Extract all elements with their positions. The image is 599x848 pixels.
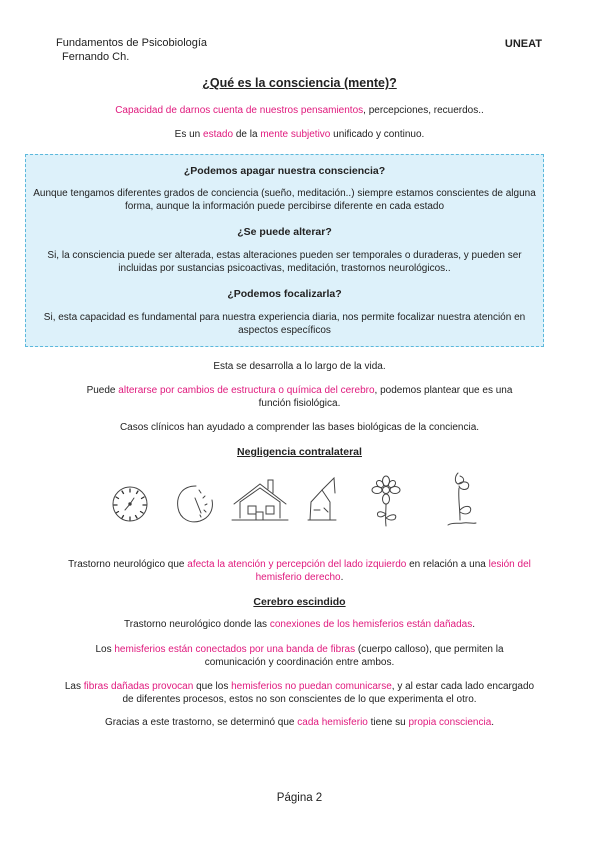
text-span: Gracias a este trastorno, se determinó que (104, 717, 298, 728)
text-span: . (340, 572, 344, 583)
text-span: Las (64, 681, 84, 692)
text-span: Trastorno neurológico que (68, 559, 188, 570)
text-span: (cuerpo calloso), que permiten la comunicación y coordinación entre ambos. (204, 644, 504, 668)
clock-copy-icon (113, 487, 147, 521)
split-paragraph-3 (60, 680, 539, 706)
neglect-drawings (108, 468, 488, 538)
split-paragraph-1 (40, 618, 559, 631)
faq-question-3: ¿Podemos focalizarla? (227, 288, 342, 300)
author-name: Fernando Ch. (62, 51, 130, 63)
neglect-description (60, 558, 539, 584)
body-paragraph-3: Casos clínicos han ayudado a comprender las bases biológicas de la conciencia. (119, 422, 480, 433)
neglect-heading: Negligencia contralateral (237, 446, 362, 458)
text-span: unificado y continuo. (330, 129, 425, 140)
intro-paragraph-2 (40, 128, 559, 141)
text-span: , y al estar cada lado encargado de diferentes procesos, estos no son conscientes de lo que experimenta el otro. (122, 681, 535, 705)
header-course-block (56, 36, 207, 64)
highlight-text: lesión del hemisferio derecho (255, 559, 531, 583)
faq-question-2: ¿Se puede alterar? (237, 226, 332, 238)
faq-answer-2: Si, la consciencia puede ser alterada, estas alteraciones pueden ser temporales o duraderas, y pueden ser incluidas por sustancias psicoactivas, meditación, trastornos neurológicos.. (47, 250, 522, 274)
highlight-text: mente subjetivo (260, 129, 331, 140)
highlight-text: fibras dañadas provocan (83, 681, 194, 692)
highlight-text: propia consciencia (408, 717, 492, 728)
body-paragraph-1: Esta se desarrolla a lo largo de la vida. (213, 361, 386, 372)
house-copy-icon (232, 480, 288, 520)
highlight-text: cada hemisferio (297, 717, 368, 728)
highlight-text: alterarse por cambios de estructura o química del cerebro (118, 385, 375, 396)
text-span: Los (95, 644, 115, 655)
highlight-text: afecta la atención y percepción del lado izquierdo (187, 559, 407, 570)
page-number: Página 2 (276, 792, 323, 804)
flower-neglect-icon (448, 473, 476, 525)
highlight-text: Capacidad de darnos cuenta de nuestros pensamientos (115, 105, 364, 116)
text-span: Puede (86, 385, 119, 396)
split-brain-heading: Cerebro escindido (253, 596, 346, 608)
text-span: que los (193, 681, 232, 692)
text-span: en relación a una (406, 559, 489, 570)
highlight-text: estado (203, 129, 234, 140)
faq-answer-1: Aunque tengamos diferentes grados de conciencia (sueño, meditación..) siempre estamos conscientes de alguna forma, aunque la información puede percibirse diferente en cada estado (33, 188, 536, 212)
text-span: de la (233, 129, 261, 140)
faq-answer-3: Si, esta capacidad es fundamental para nuestra experiencia diaria, nos permite focalizar nuestra atención en aspectos específicos (43, 312, 526, 336)
highlight-text: hemisferios no puedan comunicarse (231, 681, 392, 692)
text-span: Trastorno neurológico donde las (124, 619, 270, 630)
text-span: , percepciones, recuerdos.. (363, 105, 484, 116)
intro-paragraph-1 (40, 104, 559, 117)
highlight-text: hemisferios están conectados por una banda de fibras (114, 644, 356, 655)
split-paragraph-4 (40, 716, 559, 729)
split-paragraph-2 (65, 643, 534, 669)
highlight-text: conexiones de los hemisferios están dañadas (269, 619, 473, 630)
flower-copy-icon (372, 476, 400, 526)
page-title: ¿Qué es la consciencia (mente)? (202, 76, 397, 90)
house-neglect-icon (308, 478, 336, 520)
body-paragraph-2 (80, 384, 519, 410)
text-span: Es un (174, 129, 204, 140)
faq-box (25, 154, 544, 347)
course-name: Fundamentos de Psicobiología (56, 37, 208, 49)
school-name: UNEAT (504, 38, 542, 50)
text-span: , podemos plantear que es una función fisiológica. (258, 385, 513, 409)
text-span: tiene su (367, 717, 409, 728)
faq-question-1: ¿Podemos apagar nuestra consciencia? (183, 165, 386, 177)
text-span: . (491, 717, 495, 728)
clock-neglect-icon (178, 486, 213, 522)
text-span: . (472, 619, 475, 630)
